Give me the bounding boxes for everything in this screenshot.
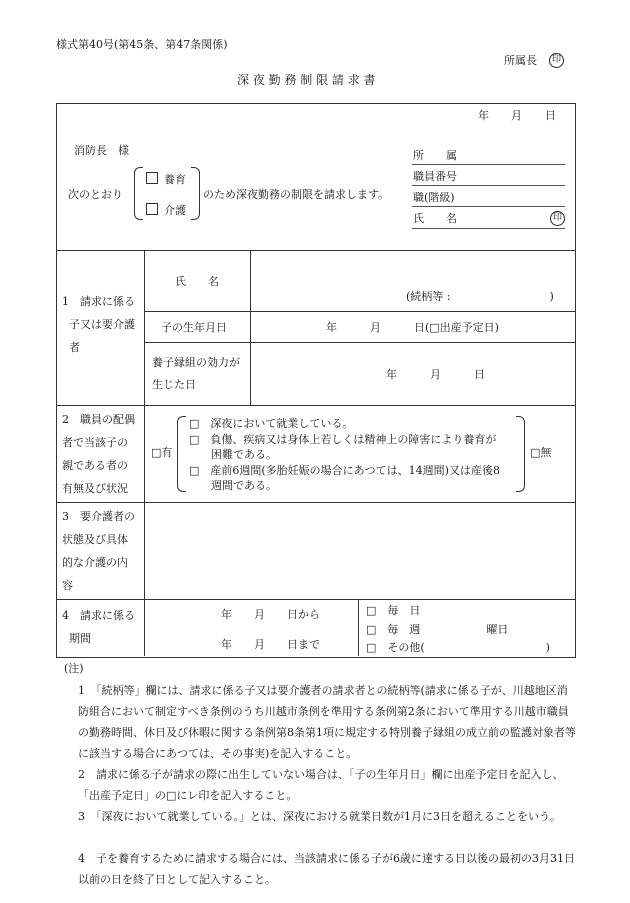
divider (144, 311, 575, 312)
section3-label-line1: 3 要介護者の (62, 510, 135, 523)
situation-item-2-cont: 困難である。 (189, 448, 277, 461)
date-year-label: 年 (478, 109, 489, 122)
applicant-seal-icon: 印 (550, 211, 565, 226)
adoption-label-line2: 生じた日 (152, 378, 196, 391)
note-item-3: 3 「深夜において就業している。」とは、深夜における就業日数が1月に3日を超えることをいう。 (78, 810, 561, 823)
adoption-date-value: 年 月 日 (386, 368, 485, 381)
note-item-4: 4 子を養育するために請求する場合には、当該請求に係る子が6歳に達する日以後の最初の3月31日以前の日を終了日として記入すること。 (78, 852, 575, 886)
chief-title: 所属長 (504, 54, 537, 67)
position-line (412, 206, 565, 207)
staff-number-label: 職員番号 (413, 170, 457, 183)
notes-heading: (注) (64, 662, 84, 675)
section3-label-line4: 容 (62, 579, 73, 592)
spouse-no-checkbox[interactable]: □無 (530, 446, 552, 459)
note-item-2: 2 請求に係る子が請求の際に出生していない場合は、「子の生年月日」欄に出産予定日を記入し、「出産予定日」の□にレ印を記入すること。 (78, 768, 564, 802)
section1-label-line2: 子又は要介護 (69, 318, 135, 331)
situation-item-3[interactable]: □ 産前6週間(多胎妊娠の場合にあつては、14週間)又は産後8 (189, 464, 500, 477)
addressee: 消防長 様 (74, 144, 129, 157)
date-month-label: 月 (511, 109, 522, 122)
section3-label-line3: 的な介護の内 (62, 556, 128, 569)
situation-right-bracket (516, 416, 525, 492)
divider (56, 599, 575, 600)
section1-label-line1: 1 請求に係る (62, 295, 135, 308)
spouse-yes-checkbox[interactable]: □有 (151, 446, 173, 459)
section2-label-line1: 2 職員の配偶 (62, 413, 135, 426)
position-label: 職(階級) (413, 191, 455, 204)
section2-label-line2: 者で当該子の (62, 436, 128, 449)
request-text: のため深夜勤務の制限を請求します。 (203, 188, 390, 201)
divider (250, 250, 251, 405)
child-name-label: 氏 名 (175, 275, 219, 288)
option-left-bracket (134, 167, 143, 220)
date-day-label: 日 (545, 109, 556, 122)
option-right-bracket (191, 167, 200, 220)
nursing-label: 介護 (164, 204, 186, 217)
adoption-label-line1: 養子縁組の効力が (152, 356, 240, 369)
divider (56, 502, 575, 503)
affiliation-line (412, 164, 565, 165)
section1-label-line3: 者 (69, 341, 80, 354)
birth-date-label: 子の生年月日 (161, 321, 227, 334)
name-line (412, 228, 565, 229)
period-from: 年 月 日から (221, 608, 320, 621)
frequency-every-week[interactable]: □ 毎 週 曜日 (366, 623, 509, 636)
option-childcare[interactable] (146, 172, 186, 185)
section3-label-line2: 状態及び具体 (62, 533, 128, 546)
section4-label-line2: 期間 (69, 632, 91, 645)
form-number: 様式第40号(第45条、第47条関係) (56, 38, 228, 51)
request-lead-text: 次のとおり (68, 188, 123, 201)
situation-item-1[interactable]: □ 深夜において就業している。 (189, 417, 354, 430)
period-to: 年 月 日まで (221, 638, 320, 651)
childcare-label: 養育 (164, 173, 186, 186)
divider (56, 405, 575, 406)
situation-item-3-cont: 週間である。 (189, 479, 277, 492)
nursing-checkbox[interactable] (146, 203, 158, 215)
divider (358, 599, 359, 656)
section2-label-line3: 親である者の (62, 459, 128, 472)
staff-number-line (412, 185, 565, 186)
note-item-1: 1 「続柄等」欄には、請求に係る子又は要介護者の請求者との続柄等(請求に係る子が、川越地区消防組合において制定すべき条例のうち川越市条例を準用する条例第2条において準用する川越市職員の勤務時間、休日及び休暇に関する条例第8条第1項に規定する特別養子縁組の成立前の監護対象者等に該当する場合にあつては、その事実)を記入すること。 (78, 684, 576, 760)
frequency-every-day[interactable]: □ 毎 日 (366, 604, 421, 617)
relation-text: (続柄等 : ) (406, 290, 554, 303)
chief-seal-icon: 印 (549, 53, 564, 68)
situation-left-bracket (177, 416, 186, 492)
section4-label-line1: 4 請求に係る (62, 609, 135, 622)
option-nursing[interactable] (146, 203, 186, 216)
childcare-checkbox[interactable] (146, 172, 158, 184)
divider (144, 250, 145, 656)
frequency-other[interactable]: □ その他( ) (366, 641, 550, 654)
divider (144, 342, 575, 343)
birth-date-value: 年 月 日(□出産予定日) (326, 321, 499, 334)
document-title: 深 夜 勤 務 制 限 請 求 書 (237, 73, 376, 87)
divider (56, 250, 575, 251)
affiliation-label: 所 属 (413, 149, 457, 162)
situation-item-2[interactable]: □ 負傷、疾病又は身体上若しくは精神上の障害により養育が (189, 433, 497, 446)
name-label: 氏 名 (413, 212, 457, 225)
section2-label-line4: 有無及び状況 (62, 482, 128, 495)
